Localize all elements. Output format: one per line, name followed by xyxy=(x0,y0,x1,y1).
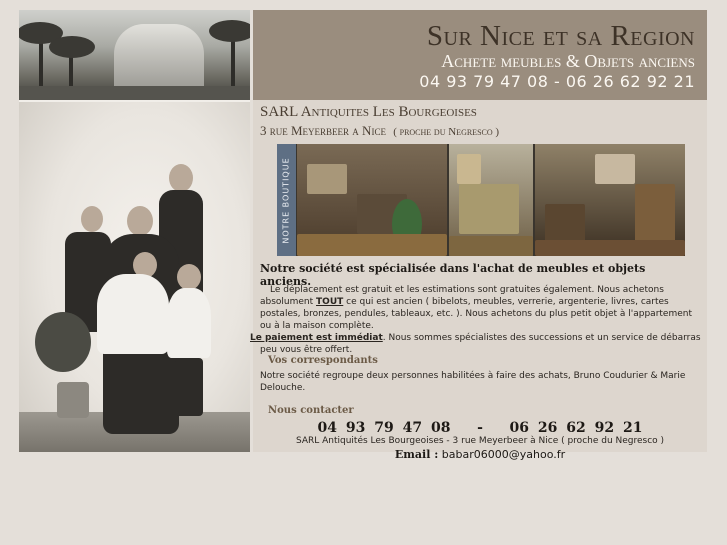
correspondants-text: Notre société regroupe deux personnes habilitées à faire des achats, Bruno Coudurier & Marie Delouche. xyxy=(260,371,686,393)
hotel-dome xyxy=(114,24,204,88)
intro-lead: Notre société est spécialisée dans l'achat de meubles et objets anciens. xyxy=(260,262,646,288)
boutique-photo-strip xyxy=(277,144,685,256)
header-phones: 04 93 79 47 08 - 06 26 62 92 21 xyxy=(419,72,695,91)
boutique-label: NOTRE BOUTIQUE xyxy=(282,156,291,244)
left-photo-column xyxy=(19,10,250,452)
contact-email xyxy=(253,448,707,461)
correspondants-heading: Vos correspondants xyxy=(268,355,378,366)
boutique-photo xyxy=(297,144,447,256)
contact-address-line: SARL Antiquités Les Bourgeoises - 3 rue Meyerbeer à Nice ( proche du Negresco ) xyxy=(295,436,665,446)
contact-phone-1: 04 93 79 47 08 xyxy=(317,420,451,436)
main-content xyxy=(250,100,707,452)
contact-phone-2: 06 26 62 92 21 xyxy=(509,420,643,436)
vintage-family-photo xyxy=(19,102,250,452)
contact-heading: Nous contacter xyxy=(268,405,354,416)
boutique-tab xyxy=(277,144,296,256)
negresco-hotel-photo xyxy=(19,10,250,100)
email-link[interactable]: babar06000@yahoo.fr xyxy=(441,448,566,461)
address-text: 3 rue Meyerbeer a Nice xyxy=(260,123,386,138)
boutique-photo xyxy=(535,144,685,256)
address-near: ( proche du Negresco ) xyxy=(393,126,500,138)
company-address xyxy=(260,123,499,139)
site-header xyxy=(253,10,707,100)
intro-paragraph: Le déplacement est gratuit et les estimations sont gratuites également. Nous achetons absolument TOUT ce qui est ancien ( bibelots, meubles, verrerie, argenterie, livres, cartes postales, bronzes, pendules, tableaux, etc. ). Nous achetons du plus petit objet à l'appartement ou à la maison complète. Le paiement est immédiat. Nous sommes spécialistes des successions et un service de débarras peu vous être offert. xyxy=(250,285,701,355)
email-label: Email : xyxy=(394,448,439,461)
company-name: SARL Antiquites Les Bourgeoises xyxy=(260,104,477,120)
site-title: Sur Nice et sa Region xyxy=(426,20,695,52)
site-subtitle: Achete meubles & Objets anciens xyxy=(441,51,695,71)
boutique-photo xyxy=(449,144,533,256)
contact-phones: 04 93 79 47 08 - 06 26 62 92 21 xyxy=(317,420,643,436)
